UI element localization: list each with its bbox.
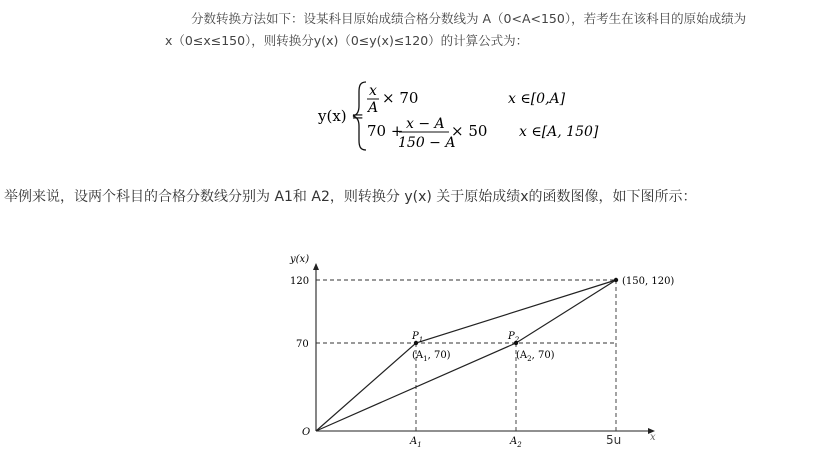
label-p1: $P_1$ (412, 331, 424, 344)
case2-tail: × 50 (451, 122, 488, 140)
intro-line-2: x（0≤x≤150），则转换分y(x)（0≤y(x)≤120）的计算公式为： (165, 33, 529, 48)
origin-label: O (302, 427, 311, 438)
label-p2: $P_2$ (508, 331, 520, 344)
case1-numerator: x (369, 83, 377, 99)
case1-denominator: A (368, 100, 379, 116)
curve-a2 (316, 280, 616, 431)
coord-p1: ($A_1$, 70) (412, 350, 451, 363)
case2-denominator: 150 − A (398, 135, 456, 151)
endpoint-label: (150, 120) (622, 276, 675, 287)
coord-p2: ($A_2$, 70) (516, 350, 555, 363)
x-axis-label: x (650, 432, 656, 443)
case1-tail: × 70 (382, 89, 419, 107)
y-axis-label: y(x) (290, 254, 310, 265)
case2-numerator: x − A (406, 116, 445, 132)
watermark-text: 5u (606, 433, 622, 447)
case2-domain: x ∈[A, 150] (519, 124, 599, 140)
y-tick-70: 70 (296, 339, 309, 350)
intro-line-1: 分数转换方法如下：设某科目原始成绩合格分数线为 A（0<A<150），若考生在该科目的原始成绩为 (191, 11, 747, 26)
x-tick-a2: $A_2$ (510, 436, 522, 449)
curve-a1 (316, 280, 616, 431)
x-tick-a1: $A_1$ (410, 436, 422, 449)
point-endpoint (614, 278, 618, 282)
case1-domain: x ∈[0,A] (508, 91, 566, 107)
example-paragraph: 举例来说，设两个科目的合格分数线分别为 A1和 A2，则转换分 y(x) 关于原始成绩x的函数图像，如下图所示： (4, 189, 697, 205)
case2-lead: 70 + (367, 122, 404, 140)
formula-lhs: y(x) = (318, 107, 364, 125)
y-tick-120: 120 (290, 276, 310, 287)
